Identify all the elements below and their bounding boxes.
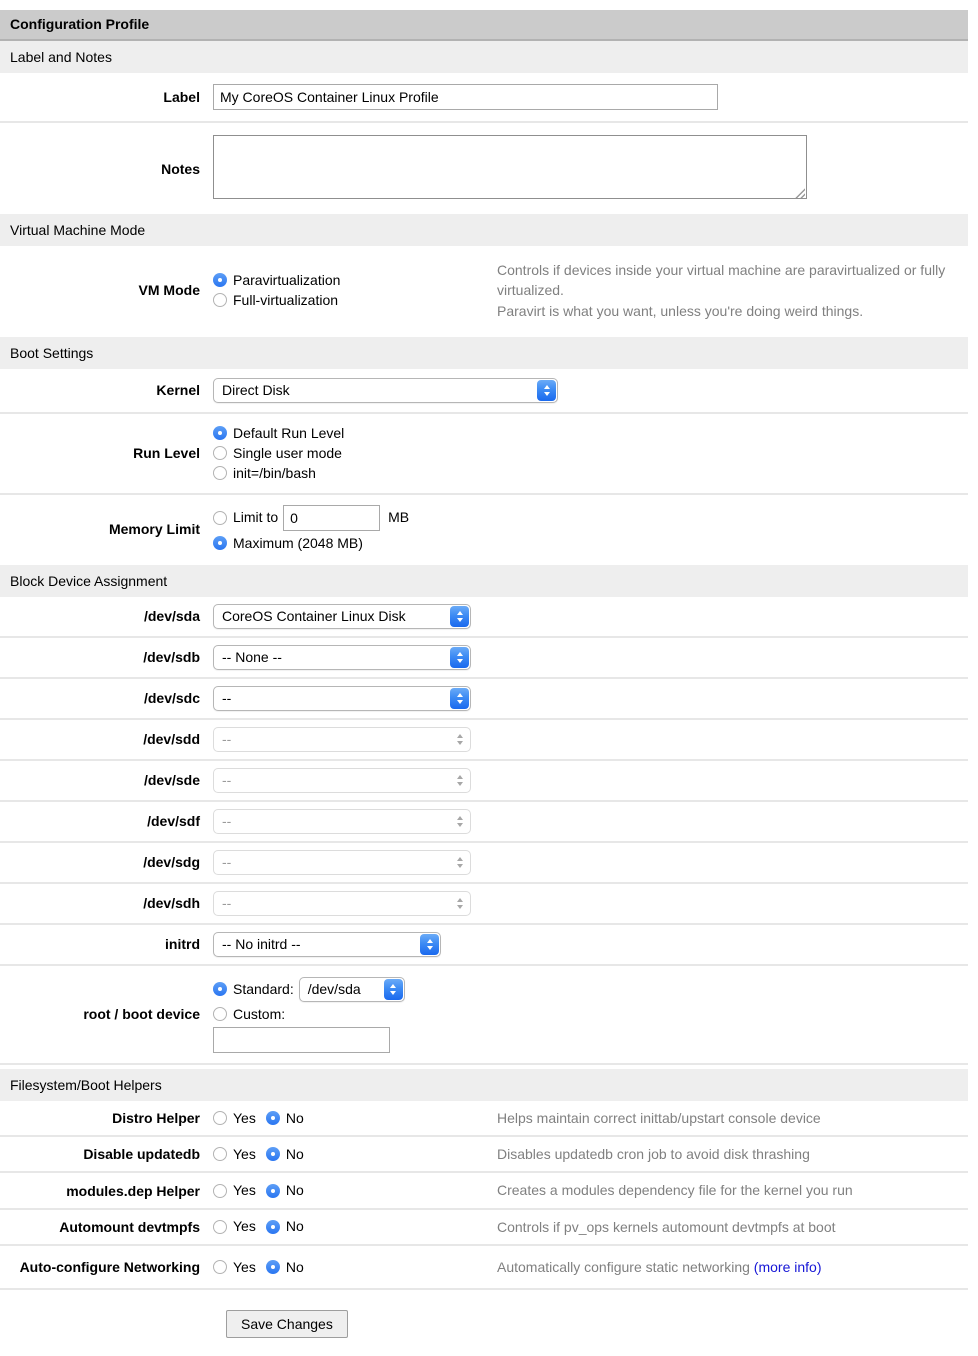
- device-select-sdf: [213, 809, 471, 834]
- helper-help: Disables updatedb cron job to avoid disk thrashing: [497, 1146, 810, 1163]
- device-select-sda[interactable]: [213, 604, 471, 629]
- initrd-row: [0, 925, 968, 966]
- helper-label: Automount devtmpfs: [59, 1218, 200, 1235]
- select-arrows-icon: [450, 893, 469, 914]
- run-level-option-default[interactable]: [213, 424, 344, 443]
- select-arrows-icon: [537, 380, 556, 401]
- radio-selected-icon[interactable]: [266, 1147, 280, 1161]
- label-input[interactable]: [213, 84, 718, 110]
- device-row-sda: [0, 597, 968, 638]
- device-select-value: --: [222, 813, 232, 830]
- radio-selected-icon[interactable]: [213, 273, 227, 287]
- helper-row-devtmpfs: [0, 1210, 968, 1246]
- yes-label: Yes: [233, 1218, 256, 1235]
- no-label: No: [285, 1218, 304, 1235]
- helper-row-modules-dep: [0, 1173, 968, 1209]
- memory-limit-input[interactable]: [283, 505, 380, 531]
- run-level-label: Run Level: [133, 445, 200, 462]
- initrd-select[interactable]: [213, 932, 441, 957]
- no-label: No: [285, 1109, 304, 1126]
- yes-label: Yes: [233, 1109, 256, 1126]
- radio-unselected-icon[interactable]: [213, 1147, 227, 1161]
- radio-unselected-icon[interactable]: [213, 293, 227, 307]
- label-field-label: Label: [163, 89, 200, 105]
- select-arrows-icon: [450, 729, 469, 750]
- kernel-select-value: Direct Disk: [222, 382, 290, 399]
- radio-selected-icon[interactable]: [213, 536, 227, 550]
- section-boot-settings: Boot Settings: [0, 337, 968, 369]
- select-arrows-icon: [450, 811, 469, 832]
- memory-limit-label: Memory Limit: [108, 520, 200, 537]
- section-label-and-notes: Label and Notes: [0, 41, 968, 73]
- radio-selected-icon[interactable]: [266, 1111, 280, 1125]
- custom-device-input[interactable]: [213, 1027, 390, 1053]
- radio-selected-icon[interactable]: [213, 426, 227, 440]
- run-level-option-label: init=/bin/bash: [233, 464, 316, 481]
- device-select-sdd: [213, 727, 471, 752]
- device-label: /dev/sdf: [147, 813, 200, 830]
- initrd-label: initrd: [165, 936, 200, 953]
- radio-unselected-icon[interactable]: [213, 511, 227, 525]
- networking-help-text: Automatically configure static networking: [497, 1259, 750, 1276]
- device-label: /dev/sda: [143, 608, 200, 625]
- section-virtual-machine-mode: Virtual Machine Mode: [0, 214, 968, 246]
- yes-label: Yes: [233, 1258, 256, 1275]
- radio-selected-icon[interactable]: [266, 1260, 280, 1274]
- page-title: Configuration Profile: [0, 10, 968, 41]
- helper-label: Distro Helper: [112, 1110, 200, 1127]
- vm-mode-option-label: Full-virtualization: [233, 291, 339, 308]
- yes-label: Yes: [233, 1182, 256, 1199]
- device-row-sdc: [0, 679, 968, 720]
- standard-device-value: /dev/sda: [307, 980, 361, 997]
- custom-label: Custom:: [233, 1005, 286, 1022]
- vm-mode-option-label: Paravirtualization: [233, 271, 341, 288]
- no-label: No: [285, 1145, 304, 1162]
- device-select-sdb[interactable]: [213, 645, 471, 670]
- device-select-value: CoreOS Container Linux Disk: [222, 608, 406, 625]
- device-select-sdg: [213, 850, 471, 875]
- root-boot-device-label: root / boot device: [83, 1006, 200, 1023]
- helper-label: Disable updatedb: [83, 1146, 200, 1163]
- radio-unselected-icon[interactable]: [213, 1220, 227, 1234]
- radio-unselected-icon[interactable]: [213, 1260, 227, 1274]
- device-row-sdd: [0, 720, 968, 761]
- select-arrows-icon: [450, 606, 469, 627]
- device-label: /dev/sdb: [143, 649, 200, 666]
- radio-unselected-icon[interactable]: [213, 1111, 227, 1125]
- radio-unselected-icon[interactable]: [213, 1184, 227, 1198]
- save-changes-button[interactable]: Save Changes: [226, 1310, 348, 1338]
- radio-unselected-icon[interactable]: [213, 446, 227, 460]
- memory-limit-row: [0, 495, 968, 563]
- section-block-device-assignment: Block Device Assignment: [0, 565, 968, 597]
- run-level-option-single-user[interactable]: [213, 444, 344, 463]
- helper-row-distro: [0, 1101, 968, 1137]
- radio-selected-icon[interactable]: [266, 1220, 280, 1234]
- standard-label: Standard:: [233, 980, 294, 997]
- device-select-value: -- None --: [222, 649, 282, 666]
- section-filesystem-boot-helpers: Filesystem/Boot Helpers: [0, 1069, 968, 1101]
- memory-unit-label: MB: [388, 509, 410, 526]
- select-arrows-icon: [450, 688, 469, 709]
- vm-mode-help-line2: Paravirt is what you want, unless you're doing weird things.: [497, 302, 864, 319]
- device-label: /dev/sde: [143, 772, 200, 789]
- notes-textarea[interactable]: [213, 135, 807, 199]
- memory-limit-option-maximum[interactable]: [213, 534, 409, 553]
- notes-field-label: Notes: [161, 160, 200, 177]
- radio-unselected-icon[interactable]: [213, 1007, 227, 1021]
- kernel-label: Kernel: [156, 382, 200, 399]
- kernel-select[interactable]: [213, 378, 558, 403]
- device-row-sdh: [0, 884, 968, 925]
- vm-mode-help: [497, 260, 968, 321]
- notes-textarea-wrap: [213, 135, 807, 202]
- helper-row-networking: [0, 1246, 968, 1290]
- vm-mode-option-paravirtualization[interactable]: [213, 271, 497, 290]
- select-arrows-icon: [420, 934, 439, 955]
- vm-mode-option-full-virtualization[interactable]: [213, 291, 497, 310]
- memory-limit-option-limit[interactable]: [213, 505, 409, 531]
- select-arrows-icon: [450, 647, 469, 668]
- device-select-value: --: [222, 772, 232, 789]
- device-label: /dev/sdh: [143, 895, 200, 912]
- radio-selected-icon[interactable]: [213, 982, 227, 996]
- initrd-select-value: -- No initrd --: [222, 936, 301, 953]
- radio-unselected-icon[interactable]: [213, 466, 227, 480]
- run-level-option-init-bash[interactable]: [213, 464, 344, 483]
- device-select-value: --: [222, 854, 232, 871]
- helper-label: modules.dep Helper: [66, 1182, 200, 1199]
- helper-help: Creates a modules dependency file for the kernel you run: [497, 1182, 853, 1199]
- device-label: /dev/sdd: [143, 731, 200, 748]
- device-select-sdc[interactable]: [213, 686, 471, 711]
- no-label: No: [285, 1182, 304, 1199]
- helper-row-updatedb: [0, 1137, 968, 1173]
- standard-device-select[interactable]: [299, 977, 405, 1002]
- device-select-value: --: [222, 690, 232, 707]
- no-label: No: [285, 1258, 304, 1275]
- device-label: /dev/sdg: [143, 854, 200, 871]
- yes-label: Yes: [233, 1145, 256, 1162]
- run-level-option-label: Default Run Level: [233, 424, 345, 441]
- vm-mode-row: [0, 246, 968, 335]
- vm-mode-label: VM Mode: [138, 282, 200, 299]
- select-arrows-icon: [450, 770, 469, 791]
- label-row: [0, 73, 968, 123]
- device-row-sdf: [0, 802, 968, 843]
- device-label: /dev/sdc: [143, 690, 200, 707]
- helper-help: [497, 1257, 968, 1277]
- device-row-sdg: [0, 843, 968, 884]
- device-select-sde: [213, 768, 471, 793]
- helper-help: Controls if pv_ops kernels automount devtmpfs at boot: [497, 1218, 836, 1235]
- root-boot-device-row: [0, 966, 968, 1065]
- maximum-label: Maximum (2048 MB): [233, 534, 363, 551]
- device-select-value: --: [222, 895, 232, 912]
- helper-help: Helps maintain correct inittab/upstart console device: [497, 1109, 821, 1126]
- run-level-option-label: Single user mode: [233, 444, 342, 461]
- helper-label: Auto-configure Networking: [19, 1259, 200, 1276]
- device-select-value: --: [222, 731, 232, 748]
- kernel-row: [0, 369, 968, 414]
- notes-row: [0, 123, 968, 212]
- root-device-option-custom[interactable]: [213, 1005, 405, 1024]
- run-level-row: [0, 414, 968, 495]
- device-select-sdh: [213, 891, 471, 916]
- limit-to-label: Limit to: [233, 509, 279, 526]
- device-row-sdb: [0, 638, 968, 679]
- select-arrows-icon: [384, 979, 403, 1000]
- device-row-sde: [0, 761, 968, 802]
- vm-mode-help-line1: Controls if devices inside your virtual machine are paravirtualized or fully virtualized.: [497, 262, 946, 299]
- root-device-option-standard[interactable]: [213, 977, 405, 1002]
- select-arrows-icon: [450, 852, 469, 873]
- more-info-link[interactable]: (more info): [753, 1259, 822, 1276]
- radio-selected-icon[interactable]: [266, 1184, 280, 1198]
